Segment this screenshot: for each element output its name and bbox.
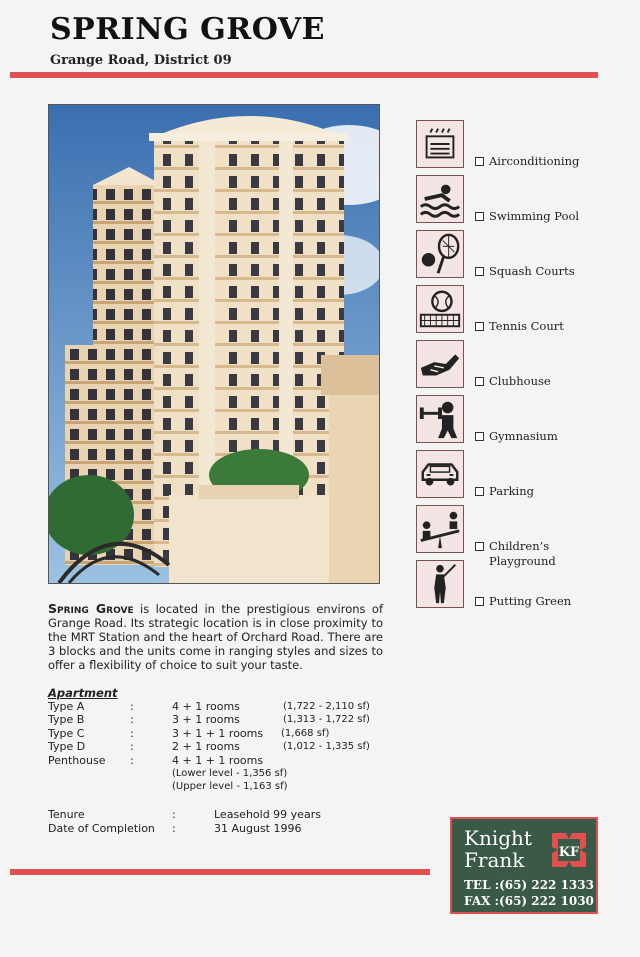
amenity-label: Putting Green (489, 594, 572, 608)
gymnasium-icon (416, 395, 464, 443)
amenity-checkbox[interactable] (475, 267, 484, 276)
apt-type: Penthouse (48, 754, 106, 767)
building-photo (48, 104, 380, 584)
amenity-checkbox[interactable] (475, 212, 484, 221)
tennis-court-icon (416, 285, 464, 333)
apt-area: (1,012 - 1,335 sf) (283, 741, 370, 752)
amenity-label: Gymnasium (489, 429, 558, 443)
amenity-gymnasium (416, 395, 616, 445)
description-text: is located in the prestigious environs of Grange Road. Its strategic location is in close proximity to the MRT Station and the heart of Orchard Road. There are 3 blocks and the units come in ranging styles and sizes to offer a flexibility of choice to suit your taste. (48, 602, 383, 672)
amenity-checkbox[interactable] (475, 432, 484, 441)
amenity-playground (416, 505, 616, 568)
amenity-checkbox[interactable] (475, 157, 484, 166)
building-illustration (49, 105, 379, 583)
parking-icon (416, 450, 464, 498)
amenity-label: Children’s Playground (489, 539, 556, 568)
squash-courts-icon (416, 230, 464, 278)
playground-icon (416, 505, 464, 553)
apt-rooms: 3 + 1 + 1 rooms (172, 727, 264, 740)
amenity-clubhouse (416, 340, 616, 390)
amenity-checkbox[interactable] (475, 377, 484, 386)
detail-label: Date of Completion (48, 822, 155, 835)
apt-sep: : (130, 740, 134, 753)
detail-value: 31 August 1996 (214, 822, 302, 835)
apt-rooms: 3 + 1 rooms (172, 713, 240, 726)
apt-type: Type C (48, 727, 85, 740)
amenity-squash-courts (416, 230, 616, 280)
svg-text:KF: KF (558, 845, 580, 860)
logo-tel: TEL :(65) 222 1333 (464, 878, 594, 892)
top-divider (10, 72, 598, 78)
amenity-checkbox[interactable] (475, 597, 484, 606)
amenity-putting-green (416, 560, 616, 610)
swimming-pool-icon (416, 175, 464, 223)
description-paragraph (48, 602, 383, 672)
amenity-label: Parking (489, 484, 534, 498)
amenity-swimming-pool (416, 175, 616, 225)
apt-type: Type D (48, 740, 86, 753)
amenity-checkbox[interactable] (475, 322, 484, 331)
knight-frank-logo (450, 817, 598, 914)
knight-frank-mark-icon (552, 833, 586, 867)
amenity-label: Squash Courts (489, 264, 575, 278)
putting-green-icon (416, 560, 464, 608)
description-name: Spring Grove (48, 601, 134, 616)
apt-type: Type B (48, 713, 85, 726)
apt-sep: : (130, 754, 134, 767)
detail-label: Tenure (48, 808, 85, 821)
apt-area-lower: (Lower level - 1,356 sf) (172, 768, 288, 779)
detail-sep: : (172, 808, 176, 821)
apt-rooms: 4 + 1 rooms (172, 700, 240, 713)
amenity-label: Airconditioning (489, 154, 580, 168)
page-title: SPRING GROVE (50, 12, 325, 47)
clubhouse-icon (416, 340, 464, 388)
bottom-divider (10, 869, 430, 875)
apt-area: (1,668 sf) (281, 728, 330, 739)
amenity-checkbox[interactable] (475, 487, 484, 496)
apt-sep: : (130, 700, 134, 713)
apt-sep: : (130, 713, 134, 726)
airconditioning-icon (416, 120, 464, 168)
apartment-heading: Apartment (48, 686, 118, 700)
amenity-checkbox[interactable] (475, 542, 484, 551)
logo-wordmark: Knight Frank (464, 826, 532, 872)
apt-area: (1,313 - 1,722 sf) (283, 714, 370, 725)
apt-rooms: 4 + 1 + 1 rooms (172, 754, 264, 767)
logo-fax: FAX :(65) 222 1030 (464, 894, 594, 908)
detail-sep: : (172, 822, 176, 835)
amenity-label: Tennis Court (489, 319, 564, 333)
apt-rooms: 2 + 1 rooms (172, 740, 240, 753)
apt-sep: : (130, 727, 134, 740)
amenity-parking (416, 450, 616, 500)
amenity-label: Swimming Pool (489, 209, 580, 223)
amenity-label: Clubhouse (489, 374, 551, 388)
page-subtitle: Grange Road, District 09 (50, 53, 232, 68)
apt-area: (1,722 - 2,110 sf) (283, 701, 370, 712)
amenity-tennis-court (416, 285, 616, 335)
amenity-airconditioning (416, 120, 616, 170)
apt-area-upper: (Upper level - 1,163 sf) (172, 781, 288, 792)
detail-value: Leasehold 99 years (214, 808, 321, 821)
apt-type: Type A (48, 700, 85, 713)
